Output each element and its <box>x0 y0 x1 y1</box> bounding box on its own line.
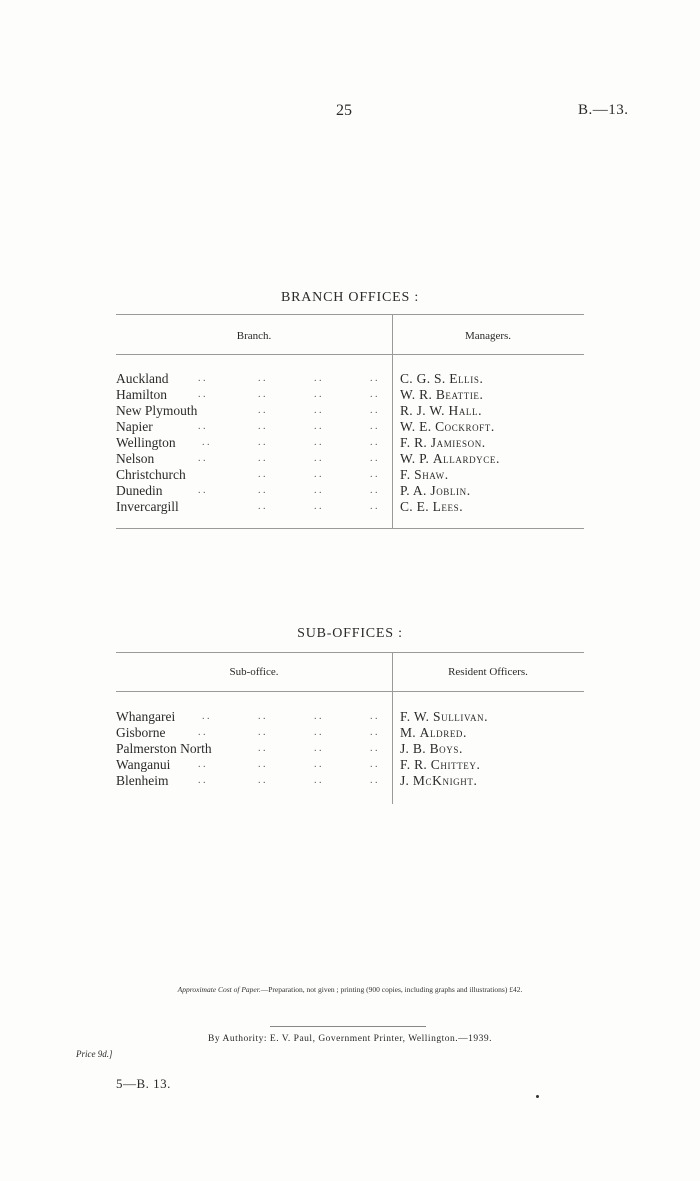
ink-speck <box>536 1095 539 1098</box>
table-row: Auckland . . . . . . . . C. G. S. Ellis. <box>116 371 484 386</box>
officer-name <box>400 467 449 483</box>
officer-surname: Ellis. <box>449 371 484 386</box>
office-location: New Plymouth <box>116 403 198 418</box>
header-rule <box>116 691 584 692</box>
officer-surname: McKnight. <box>412 773 478 788</box>
officer-initials: J. B. <box>400 741 426 756</box>
officer-initials: C. E. <box>400 499 429 514</box>
table-row: Invercargill . . . . . . C. E. Lees. <box>116 499 464 514</box>
table-row: Wanganui . . . . . . . . F. R. Chittey. <box>116 757 481 772</box>
approximate-cost-note <box>0 985 700 994</box>
office-location: Palmerston North <box>116 741 212 756</box>
table-top-rule <box>116 314 584 315</box>
officer-name <box>400 709 488 725</box>
sub-offices-title: SUB-OFFICES : <box>297 626 403 641</box>
office-location: Hamilton <box>116 387 167 402</box>
table-row: New Plymouth . . . . . . R. J. W. Hall. <box>116 403 483 418</box>
table-row: Blenheim . . . . . . . . J. McKnight. <box>116 773 478 788</box>
officer-initials: R. J. W. <box>400 403 445 418</box>
table-row: Nelson . . . . . . . . W. P. Allardyce. <box>116 451 500 466</box>
cost-text: —Preparation, not given ; printing (900 copies, including graphs and illustrations) £42. <box>260 985 523 994</box>
office-location: Wellington <box>116 435 176 450</box>
officer-initials: J. <box>400 773 410 788</box>
officer-initials: C. G. S. <box>400 371 446 386</box>
table-row: Palmerston North . . . . . . J. B. Boys. <box>116 741 463 756</box>
office-location: Nelson <box>116 451 155 466</box>
office-location: Gisborne <box>116 725 166 740</box>
header-rule <box>116 354 584 355</box>
officer-initials: F. R. <box>400 757 428 772</box>
officer-surname: Sullivan. <box>433 709 489 724</box>
officer-initials: P. A. <box>400 483 427 498</box>
officer-surname: Hall. <box>448 403 483 418</box>
branch-offices-title: BRANCH OFFICES : <box>280 290 420 305</box>
officer-name <box>400 757 480 773</box>
officer-surname: Boys. <box>429 741 463 756</box>
column-header-sub-office: Sub-office. <box>229 666 279 678</box>
officer-name <box>400 435 486 451</box>
officer-surname: Shaw. <box>414 467 449 482</box>
cost-label: Approximate Cost of Paper. <box>177 985 261 994</box>
column-header-resident-officers: Resident Officers. <box>448 666 528 678</box>
officer-name <box>400 403 482 419</box>
officer-initials: M. <box>400 725 416 740</box>
office-location: Wanganui <box>116 757 171 772</box>
officer-surname: Joblin. <box>430 483 471 498</box>
officer-name <box>400 371 483 387</box>
officer-initials: F. R. <box>400 435 428 450</box>
officer-surname: Chittey. <box>430 757 481 772</box>
document-reference: B.—13. <box>578 102 629 118</box>
officer-initials: W. R. <box>400 387 433 402</box>
table-row: Wellington . . . . . . . . F. R. Jamieson. <box>116 435 486 450</box>
office-location: Dunedin <box>116 483 163 498</box>
officer-name <box>400 419 495 435</box>
officer-name <box>400 741 463 757</box>
table-row: Napier . . . . . . . . W. E. Cockroft. <box>116 419 495 434</box>
office-location: Whangarei <box>116 709 176 724</box>
column-header-managers: Managers. <box>464 330 512 342</box>
price-note: Price 9d.] <box>76 1049 113 1059</box>
table-row: Gisborne . . . . . . . . M. Aldred. <box>116 725 467 740</box>
sub-office-rows <box>116 709 584 789</box>
officer-name <box>400 773 477 789</box>
column-header-branch: Branch. <box>236 330 272 342</box>
office-location: Auckland <box>116 371 169 386</box>
table-top-rule <box>116 652 584 653</box>
officer-surname: Cockroft. <box>435 419 495 434</box>
officer-initials: W. P. <box>400 451 430 466</box>
officer-name <box>400 725 467 741</box>
officer-initials: F. <box>400 467 411 482</box>
office-location: Christchurch <box>116 467 186 482</box>
officer-initials: F. W. <box>400 709 430 724</box>
officer-initials: W. E. <box>400 419 432 434</box>
page-number: 25 <box>336 102 352 119</box>
officer-surname: Beattie. <box>435 387 484 402</box>
officer-name <box>400 387 484 403</box>
officer-name <box>400 451 500 467</box>
office-location: Napier <box>116 419 153 434</box>
office-location: Blenheim <box>116 773 169 788</box>
officer-name <box>400 499 463 515</box>
officer-surname: Aldred. <box>419 725 467 740</box>
officer-surname: Allardyce. <box>432 451 500 466</box>
table-row: Christchurch . . . . . . F. Shaw. <box>116 467 449 482</box>
officer-surname: Lees. <box>432 499 464 514</box>
officer-name <box>400 483 471 499</box>
signature-mark: 5—B. 13. <box>116 1076 171 1091</box>
table-bottom-rule <box>116 528 584 529</box>
table-row: Hamilton . . . . . . . . W. R. Beattie. <box>116 387 484 402</box>
officer-surname: Jamieson. <box>430 435 486 450</box>
table-row: Whangarei . . . . . . . . F. W. Sullivan. <box>116 709 489 724</box>
printer-authority: By Authority: E. V. Paul, Government Printer, Wellington.—1939. <box>208 1034 492 1044</box>
branch-rows <box>116 371 584 515</box>
office-location: Invercargill <box>116 499 179 514</box>
authority-rule <box>270 1026 426 1027</box>
table-row: Dunedin . . . . . . . . P. A. Joblin. <box>116 483 471 498</box>
